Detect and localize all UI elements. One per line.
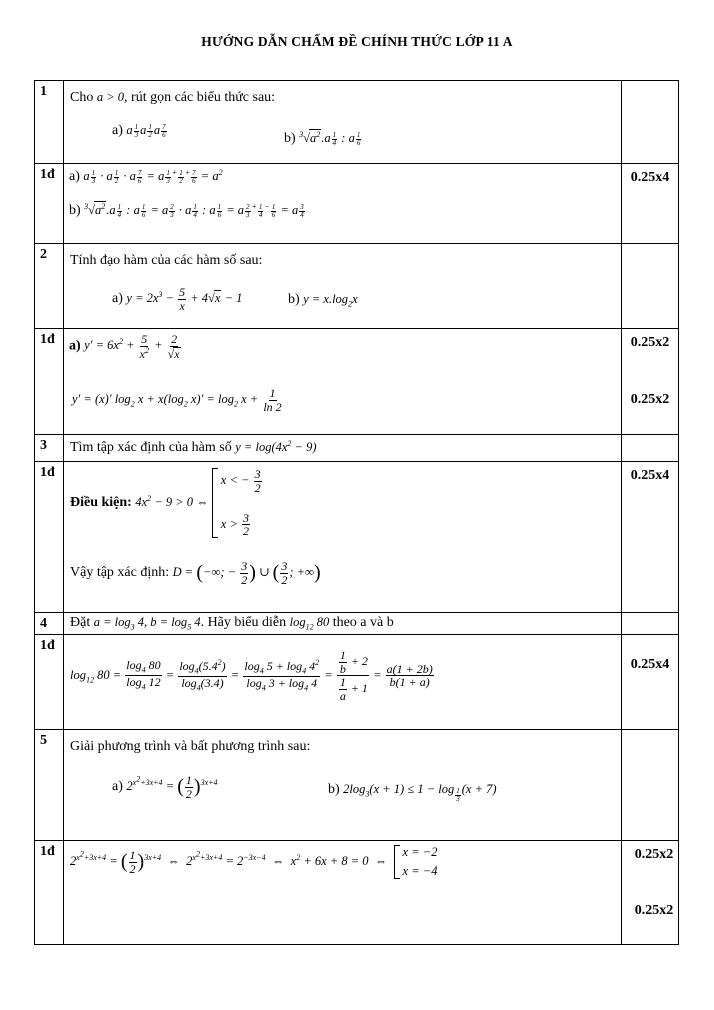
question-row-3 [35, 435, 679, 462]
points-label: 1đ [35, 329, 64, 435]
score-cell [622, 164, 679, 244]
solution-math: $2^{x^2+3x+4}$ = ( $\frac{1}{2}$ )$^{3x+4}$ ⇔ $2^{x^2+3x+4} = 2^{-3x-4}$ ⇔ $x^2 + 6x + 8 = 0$ ⇔ x = −2 x = −4 [70, 845, 438, 878]
answer-content [64, 329, 622, 435]
part-a-label: a) [69, 169, 80, 185]
part-b-label: b) [328, 782, 340, 797]
question-text: Tính đạo hàm của các hàm số sau: [70, 253, 263, 268]
target-math: $\log_{12} 80$ [289, 615, 330, 632]
score-value: 0.25x4 [630, 468, 670, 483]
score-value: 0.25x2 [630, 392, 670, 407]
question-row-4 [35, 613, 679, 635]
question-content [64, 81, 622, 164]
answer-row-2 [35, 329, 679, 435]
answer-row-3 [35, 462, 679, 613]
score-cell [622, 635, 679, 730]
score-cell [622, 244, 679, 329]
expression-a: a $\frac{1}{3}$ a $\frac{1}{2}$ a $\frac{7}{6}$ [126, 122, 166, 140]
question-intro: Cho [70, 90, 94, 105]
score-cell [622, 81, 679, 164]
score-cell [622, 435, 679, 462]
question-number: 1 [35, 81, 64, 164]
answer-content [64, 635, 622, 730]
points-label: 1đ [35, 164, 64, 244]
score-cell [622, 613, 679, 635]
answer-content [64, 841, 622, 945]
question-number: 5 [35, 730, 64, 841]
score-cell [622, 329, 679, 435]
derivative-b: y′ = (x)′ $\log_2 x + x(\log_2$ $x)' = \log_2 x$ + $\frac{1}{\ln 2}$ [72, 386, 282, 414]
answer-content [64, 164, 622, 244]
question-content [64, 730, 622, 841]
score-cell [622, 841, 679, 945]
solution-a: a $\frac{1}{3}$ · a $\frac{1}{2}$ · a $\frac{7}{6}$ = a $\frac{1}{3}$ + $\frac{1}{2}$ + $\frac{7}{6}$ = $a^2$ [83, 168, 223, 186]
question-text: . Hãy biểu diễn [200, 615, 287, 630]
part-a-label: a) [112, 123, 123, 138]
inequality-b: $2\log_3(x + 1) \le 1 - \log$ $_{\frac{1}{3}}$ (x + 7) [343, 782, 497, 804]
derivative-a: $y' = 6x^2$ + $\frac{5}{x^2}$ + $\frac{2}{√x}$ [84, 332, 180, 361]
question-row-5 [35, 730, 679, 841]
solution-b: $^3√a^2.a$ $\frac{1}{4}$ : a $\frac{1}{6}$ = a $\frac{2}{3}$ · a $\frac{1}{4}$ : a $\frac{1}{6}$ = a $\frac{2}{3}$ + $\frac{1}{4}$ − $\frac{1}{6}$ = a $\frac{3}{4}$ [84, 202, 304, 220]
question-text: , rút gọn các biểu thức sau: [124, 90, 276, 105]
part-a-label: a) [112, 290, 123, 306]
points-label: 1đ [35, 635, 64, 730]
part-b-label: b) [69, 203, 81, 219]
score-cell [622, 730, 679, 841]
part-a-label: a) [69, 338, 81, 354]
score-value: 0.25x2 [634, 903, 674, 918]
question-content [64, 435, 622, 462]
answer-row-4 [35, 635, 679, 730]
condition-math: $4x^2 - 9 > 0$ ⇔ x < − $\frac{3}{2}$ x > $\frac{3}{2}$ [135, 467, 261, 539]
score-value: 0.25x2 [630, 335, 670, 350]
answer-content [64, 462, 622, 613]
question-row-1 [35, 81, 679, 164]
condition-label: Điều kiện: [70, 494, 132, 510]
answer-row-1 [35, 164, 679, 244]
definition-math: $a = \log_3 4$, $b = \log_5 4$ [93, 615, 201, 632]
part-b-label: b) [288, 292, 300, 307]
question-row-2 [35, 244, 679, 329]
conclusion-text: Vậy tập xác định: [70, 564, 170, 580]
part-a-label: a) [112, 778, 123, 794]
question-number: 3 [35, 435, 64, 462]
equation-a: $2^{x^2+3x+4}$ = ( $\frac{1}{2}$ )$^{3x+4}$ [126, 773, 218, 801]
expression-b: $^3√a^2.a$ $\frac{1}{4}$ : a $\frac{1}{6}$ [299, 130, 361, 148]
answer-row-5 [35, 841, 679, 945]
question-text: Tìm tập xác định của hàm số [70, 440, 232, 456]
question-text: Giải phương trình và bất phương trình sau: [70, 739, 311, 754]
condition-math: a > 0 [96, 90, 125, 104]
question-number: 2 [35, 244, 64, 329]
points-label: 1đ [35, 462, 64, 613]
question-text: Đặt [70, 615, 91, 630]
function-math: $y = \log(4x^2 - 9)$ [235, 439, 317, 455]
solution-math: $\log_{12} 80$ = $\frac{\log_4 80}{\log_4 12}$ = $\frac{\log_4(5.4^2)}{\log_4(3.4)}$ = $\frac{\log_4 5 + \log_4 4^2}{\log_4 3 + \log_4 4}$ = $\frac{1}{b}$ + 2 $\frac{1}{a}$ + 1 = $\frac{a(1 + 2b)}{b(1 + a)}$ [70, 648, 433, 703]
function-a: $y = 2x^3$ − $\frac{5}{x}$ + 4√x − 1 [126, 285, 243, 313]
domain-math: D = (−∞; − $\frac{3}{2}$ ) ∪ ( $\frac{3}{2}$ ; +∞) [172, 559, 321, 587]
points-label: 1đ [35, 841, 64, 945]
part-b-label: b) [284, 131, 296, 147]
page-title: HƯỚNG DẪN CHẤM ĐỀ CHÍNH THỨC LỚP 11 A [201, 34, 513, 49]
question-content [64, 613, 622, 635]
score-cell [622, 462, 679, 613]
score-value: 0.25x4 [630, 657, 670, 672]
question-number: 4 [35, 613, 64, 635]
score-value: 0.25x4 [630, 170, 670, 185]
function-b: $y = x.\log_2x$ [303, 292, 358, 309]
grading-table [34, 80, 679, 945]
question-text: theo a và b [332, 615, 394, 630]
score-value: 0.25x2 [634, 847, 674, 862]
question-content [64, 244, 622, 329]
